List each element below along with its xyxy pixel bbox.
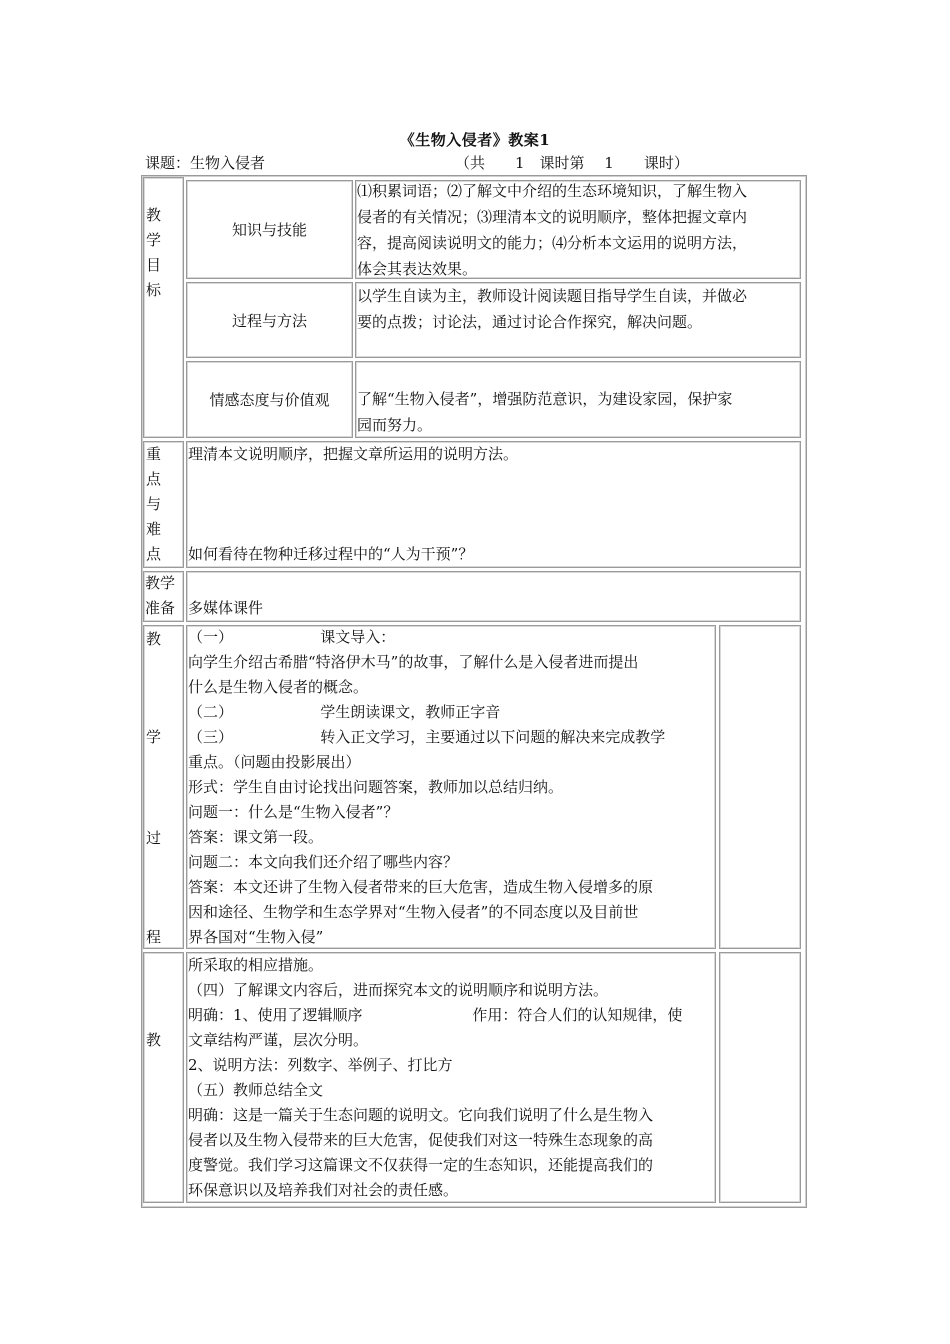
preparation-text: 多媒体课件	[188, 599, 264, 617]
objective-emotion-text: 了解“生物入侵者”，增强防范意识，为建设家园，保护家 园而努力。	[357, 390, 733, 434]
objective-knowledge-text: ⑴积累词语；⑵了解文中介绍的生态环境知识，了解生物入 侵者的有关情况；⑶理清本文的说明顺序，整体把握文章内 容，提高阅读说明文的能力；⑷分析本文运用的说明方法， 体会其表达效果。	[357, 182, 748, 278]
lesson-subject: 课题：生物入侵者	[145, 154, 266, 172]
document-title: 《生物入侵者》教案1	[399, 131, 551, 149]
difficulty-text: 如何看待在物种迁移过程中的“人为干预”？	[188, 545, 474, 563]
process-cont-text: 所采取的相应措施。 （四）了解课文内容后，进而探究本文的说明顺序和说明方法。 明确：1、使用了逻辑顺序 作用：符合人们的认知规律，使 文章结构严谨，层次分明。 2、说明方法：列数字、举例子、打比方 （五）教师总结全文 明确：这是一篇关于生态问题的说明文。它向我们说明了什么是生物入 侵者以及生物入侵带来的巨大危害，促使我们对这一特殊生态现象的高 度警觉。我们学习这篇课文不仅获得一定的生态知识，还能提高我们的 环保意识以及培养我们对社会的责任感。	[188, 956, 683, 1199]
preparation-content-cell	[186, 571, 801, 622]
process-cont-notes-cell	[719, 952, 801, 1203]
process-label-cell	[143, 625, 184, 949]
process-cont-label: 教	[146, 1031, 162, 1049]
process-notes-cell	[719, 625, 801, 949]
lesson-count: （共 1 课时第 1 课时）	[455, 154, 689, 172]
objective-row-process-name: 过程与方法	[186, 282, 353, 358]
process-label-char-4: 程	[146, 928, 162, 946]
objective-process-text: 以学生自读为主，教师设计阅读题目指导学生自读，并做必 要的点拨；讨论法，通过讨论合作探究，解决问题。	[357, 287, 748, 331]
objective-row-knowledge-name: 知识与技能	[186, 180, 353, 279]
keypoints-label: 重 点 与 难 点	[146, 445, 162, 563]
objectives-label: 教 学 目 标	[146, 206, 162, 299]
key-point-text: 理清本文说明顺序，把握文章所运用的说明方法。	[188, 445, 519, 463]
objective-row-emotion-name: 情感态度与价值观	[186, 361, 353, 438]
process-label-char-3: 过	[146, 829, 162, 847]
process-label-char-1: 教	[146, 630, 162, 648]
process-text: （一） 课文导入： 向学生介绍古希腊“特洛伊木马”的故事，了解什么是入侵者进而提出 什么是生物入侵者的概念。 （二） 学生朗读课文，教师正字音 （三） 转入正文学习，主要通过以下问题的解决来完成教学 重点。（问题由投影展出） 形式：学生自由讨论找出问题答案，教师加以总结归纳。 问题一：什么是“生物入侵者”？ 答案：课文第一段。 问题二：本文向我们还介绍了哪些内容？ 答案：本文还讲了生物入侵者带来的巨大危害，造成生物入侵增多的原 因和途径、生物学和生态学界对“生物入侵者”的不同态度以及目前世 界各国对“生物入侵”	[188, 628, 666, 946]
process-cont-label-cell	[143, 952, 184, 1203]
process-label-char-2: 学	[146, 728, 162, 746]
preparation-label: 教学 准备	[145, 574, 176, 617]
